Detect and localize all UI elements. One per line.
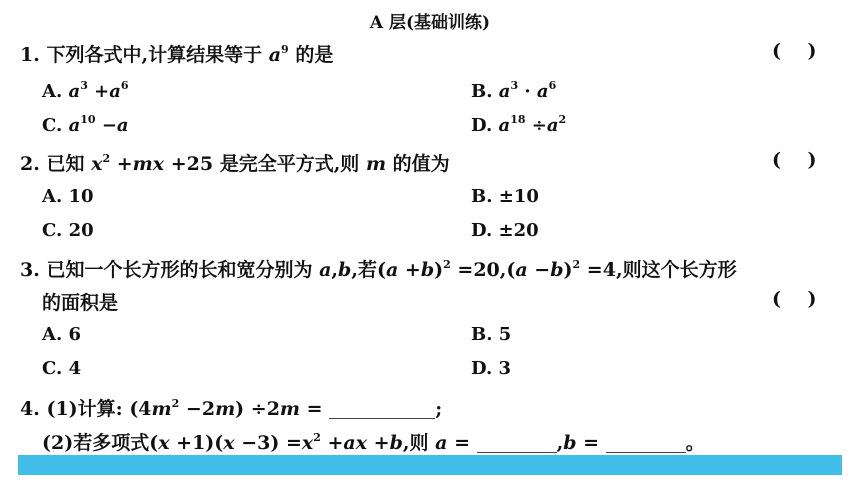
option-label: A. (42, 186, 63, 207)
option-a[interactable] (42, 186, 94, 207)
answer-parentheses[interactable]: ( ) (772, 40, 817, 62)
option-d[interactable] (471, 220, 539, 241)
option-value: 4 (68, 358, 82, 379)
option-label: D. (471, 115, 493, 136)
part-end: ; (435, 398, 443, 420)
question-text-mid: 是完全平方式,则 (219, 153, 360, 175)
part-label: (2)若多项式 (42, 432, 150, 454)
part-end: 。 (685, 432, 705, 454)
answer-blank-1[interactable] (329, 398, 435, 419)
question-text-tail: 的值为 (392, 153, 450, 175)
option-math: $a^3 \cdot a^6$ (498, 79, 557, 102)
option-b[interactable] (471, 324, 511, 345)
option-b[interactable] (471, 81, 556, 102)
option-d[interactable] (471, 358, 511, 379)
question-text-b: ,若 (351, 259, 377, 281)
question-text-tail: 的是 (295, 44, 334, 66)
option-label: C. (42, 358, 63, 379)
question-3 (20, 255, 737, 282)
question-number: 3. (20, 259, 40, 281)
option-c[interactable] (42, 358, 81, 379)
option-value: ±10 (498, 186, 539, 207)
question-text: 下列各式中,计算结果等于 (46, 44, 263, 66)
option-b[interactable] (471, 186, 539, 207)
math-expression: $a^9$ (268, 43, 289, 66)
option-value: 10 (68, 186, 94, 207)
option-label: C. (42, 220, 63, 241)
answer-blank-b[interactable] (606, 432, 686, 453)
option-math: $a^{18} \div a^2$ (498, 113, 567, 136)
question-text-c: ,则这个长方形 (615, 259, 737, 281)
part-label: (1)计算: (46, 398, 123, 420)
option-value: 20 (68, 220, 94, 241)
option-c[interactable] (42, 115, 129, 136)
option-label: B. (471, 186, 493, 207)
option-label: C. (42, 115, 63, 136)
option-a[interactable] (42, 324, 81, 345)
option-value: ±20 (498, 220, 539, 241)
option-label: B. (471, 81, 493, 102)
answer-blank-a[interactable] (477, 432, 557, 453)
question-4-part-1 (20, 394, 442, 421)
question-3-line2: 的面积是 (42, 292, 119, 314)
footer-bar (18, 455, 842, 475)
option-label: D. (471, 220, 493, 241)
question-number: 2. (20, 153, 40, 175)
option-math: $a^3 +a^6$ (68, 79, 129, 102)
option-value: 3 (498, 358, 512, 379)
math-variable-b: ,b = (556, 432, 600, 454)
option-value: 5 (498, 324, 512, 345)
math-expression: $(x +1)(x -3) =x^2 +ax +b$ (149, 431, 403, 454)
math-variable-a: a = (435, 432, 470, 454)
option-label: D. (471, 358, 493, 379)
question-number: 4. (20, 398, 40, 420)
option-label: A. (42, 81, 63, 102)
math-expression: $x^2 +mx +25$ (91, 152, 214, 175)
option-a[interactable] (42, 81, 129, 102)
question-number: 1. (20, 44, 40, 66)
question-text: 已知 (46, 153, 85, 175)
question-text: 已知一个长方形的长和宽分别为 (46, 259, 313, 281)
question-1 (20, 40, 333, 67)
math-variable: m (365, 153, 387, 175)
math-expression: $(a +b)^2 =20,(a -b)^2 =4$ (376, 258, 616, 281)
answer-parentheses[interactable]: ( ) (772, 149, 817, 171)
option-label: B. (471, 324, 493, 345)
part-mid: ,则 (402, 432, 429, 454)
option-c[interactable] (42, 220, 94, 241)
option-value: 6 (68, 324, 82, 345)
question-4-part-2 (42, 428, 705, 455)
math-expression: $(4m^2 -2m) \div 2m$ = (129, 397, 323, 420)
option-label: A. (42, 324, 63, 345)
question-2 (20, 149, 450, 176)
option-math: $a^{10} -a$ (68, 113, 129, 136)
math-variables: a,b (319, 259, 352, 281)
section-title: A 层(基础训练) (369, 13, 491, 33)
option-d[interactable] (471, 115, 566, 136)
answer-parentheses[interactable]: ( ) (772, 288, 817, 310)
